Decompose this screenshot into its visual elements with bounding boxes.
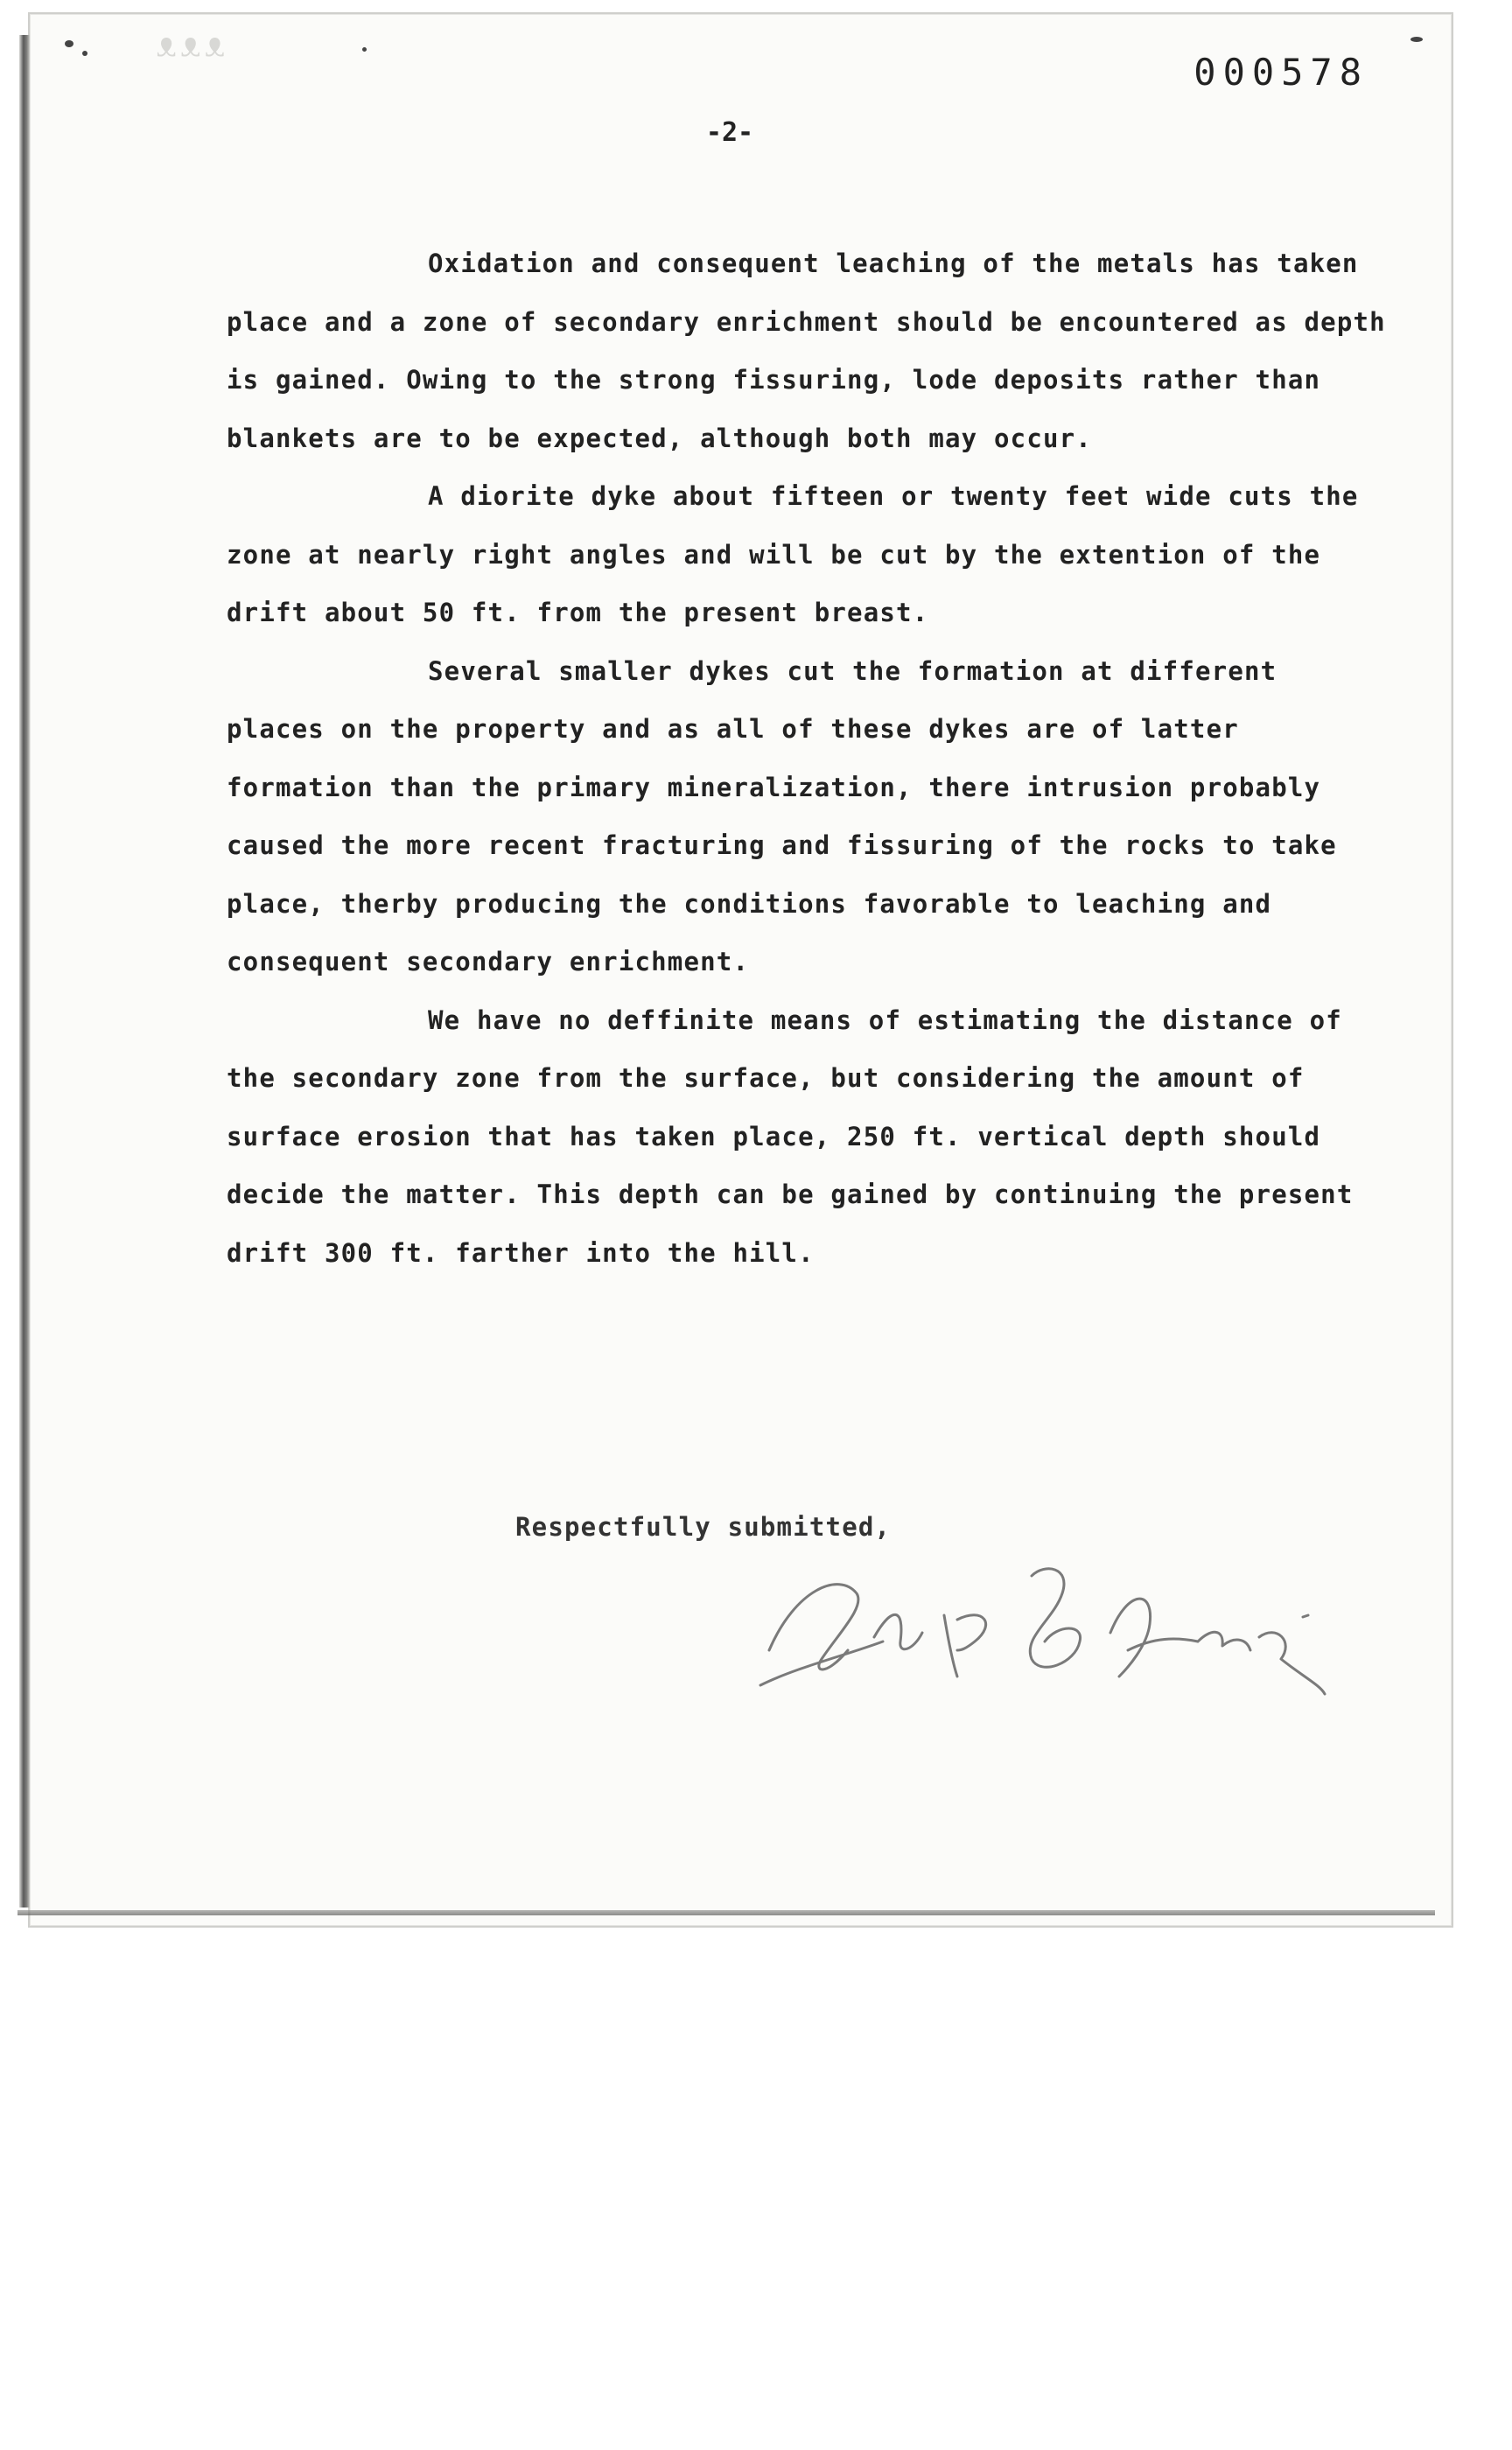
bleed-through-stamp: ᴥᴥᴥ [152, 21, 226, 66]
scan-speck [82, 51, 88, 56]
page-number: -2- [705, 117, 754, 148]
paragraph-secondary-zone: We have no deffinite means of estimating the distance of the secondary zone from the surface, but considering the amount of surface erosion that has taken place, 250 ft. vertical depth should decide the matter. This depth can be gained by continuing the present drift 300 ft. farther into the hill. [227, 1004, 1354, 1268]
scanned-page [28, 12, 1453, 1928]
document-number: 000578 [1194, 51, 1368, 94]
paragraph-smaller-dykes: Several smaller dykes cut the formation at different places on the property and as all of these dykes are of latter formation than the primary mineralization, there intrusion probably caused the more recent fracturing and fissuring of the rocks to take place, therby producing the conditions favorable to leaching and consequent secondary enrichment. [227, 655, 1337, 976]
paragraph-oxidation: Oxidation and consequent leaching of the metals has taken place and a zone of secondary enrichment should be encountered as depth is gained. Owing to the strong fissuring, lode deposits rather than blankets are to be expected, although both may occur. [227, 248, 1386, 453]
scan-speck [1410, 37, 1423, 42]
scan-bottom-shadow [18, 1910, 1435, 1915]
handwritten-signature [743, 1554, 1338, 1712]
paragraph-diorite-dyke: A diorite dyke about fifteen or twenty feet wide cuts the zone at nearly right angles and will be cut by the extention of the drift about 50 ft. from the present breast. [227, 481, 1359, 627]
scan-speck [65, 40, 74, 47]
closing-line: Respectfully submitted, [515, 1512, 892, 1542]
scan-left-shadow [19, 35, 30, 1908]
scan-speck [362, 47, 367, 52]
letter-body [227, 234, 1390, 1282]
